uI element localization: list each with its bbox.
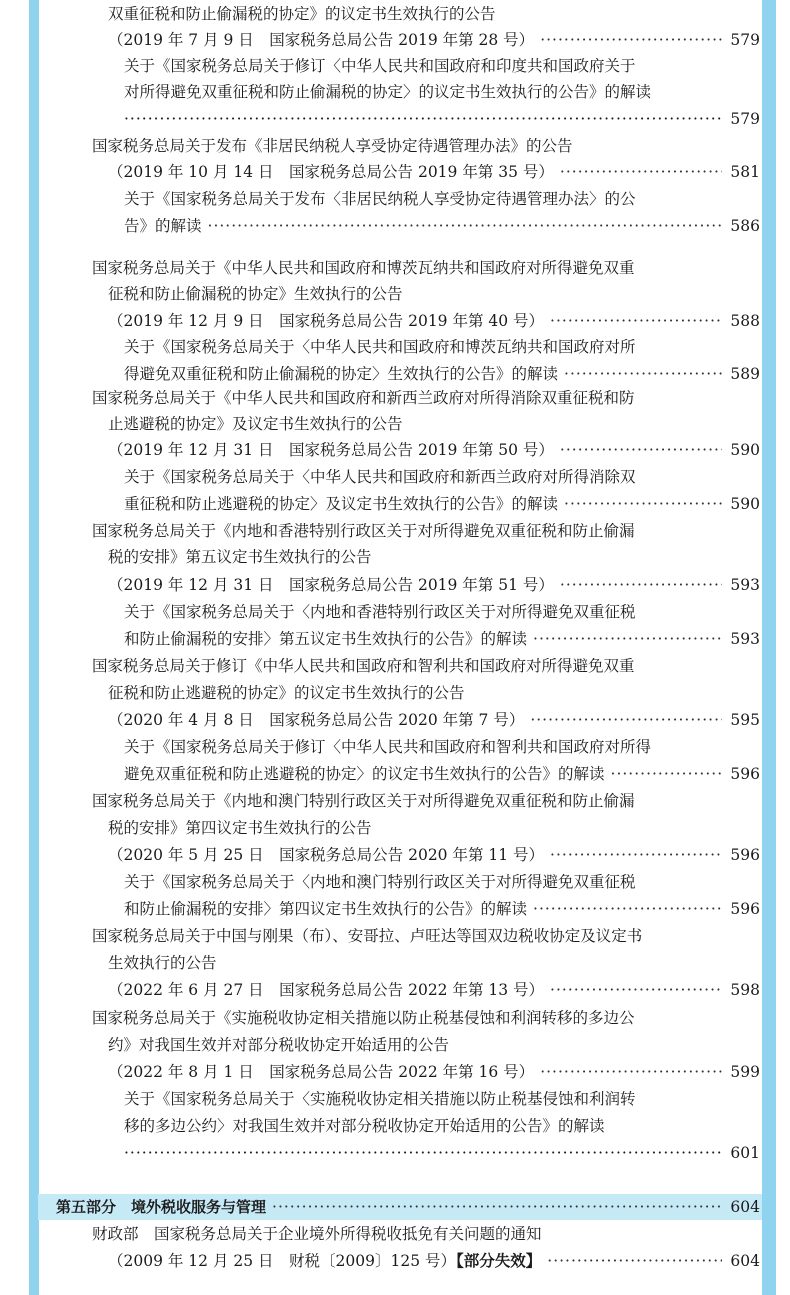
toc-line: 关于《国家税务总局关于〈内地和澳门特别行政区关于对所得避免双重征税: [124, 873, 636, 891]
toc-line: （2019 年 12 月 31 日 国家税务总局公告 2019 年第 51 号） ····· 593: [108, 572, 760, 598]
page-number: 596: [730, 900, 760, 918]
toc-line: 国家税务总局关于修订《中华人民共和国政府和智利共和国政府对所得避免双重: [92, 657, 635, 675]
toc-line: 财政部 国家税务总局关于企业境外所得税收抵免有关问题的通知: [92, 1225, 542, 1243]
dot-leader: [540, 1059, 722, 1085]
toc-line: （2019 年 12 月 31 日 国家税务总局公告 2019 年第 50 号） ····· 590: [108, 437, 760, 463]
toc-line: 得避免双重征税和防止偷漏税的协定〉生效执行的公告》的解读 ····· 589: [124, 361, 760, 387]
toc-line: 双重征税和防止偷漏税的协定》的议定书生效执行的公告: [108, 5, 496, 23]
page-number: 579: [730, 110, 760, 128]
dot-leader: [564, 361, 722, 387]
toc-line: [124, 106, 760, 132]
toc-line: 国家税务总局关于《内地和澳门特别行政区关于对所得避免双重征税和防止偷漏: [92, 792, 635, 810]
toc-line: 征税和防止偷漏税的协定》生效执行的公告: [108, 285, 403, 303]
dot-leader: [560, 572, 722, 598]
toc-line: （2009 年 12 月 25 日 财税〔2009〕125 号）【部分失效】 ····· 604: [108, 1248, 760, 1274]
page-number: 596: [730, 846, 760, 864]
page-number: 581: [730, 163, 760, 181]
dot-leader: [550, 977, 722, 1003]
page-number: 593: [730, 576, 760, 594]
toc-line: 移的多边公约〉对我国生效并对部分税收协定开始适用的公告》的解读: [124, 1117, 605, 1135]
dot-leader: [540, 27, 722, 53]
toc-line: 征税和防止逃避税的协定》的议定书生效执行的公告: [108, 684, 465, 702]
dot-leader: [208, 213, 722, 239]
dot-leader: [530, 707, 722, 733]
dot-leader: [533, 626, 722, 652]
page-number: 598: [730, 981, 760, 999]
page-number: 579: [730, 31, 760, 49]
toc-line: 国家税务总局关于《中华人民共和国政府和博茨瓦纳共和国政府对所得避免双重: [92, 259, 635, 277]
page-number: 590: [730, 495, 760, 513]
toc-line: 重征税和防止逃避税的协定〉及议定书生效执行的公告》的解读 ····· 590: [124, 491, 760, 517]
toc-line: 止逃避税的协定》及议定书生效执行的公告: [108, 415, 403, 433]
dot-leader: [550, 842, 722, 868]
section-heading: 第五部分 境外税收服务与管理 ····· 604: [56, 1194, 760, 1220]
toc-line: 告》的解读 ····· 586: [124, 213, 760, 239]
toc-line: 约》对我国生效并对部分税收协定开始适用的公告: [108, 1036, 450, 1054]
page-number: 588: [730, 312, 760, 330]
dot-leader: [533, 896, 722, 922]
toc-line: 关于《国家税务总局关于〈中华人民共和国政府和新西兰政府对所得消除双: [124, 468, 636, 486]
page-number: 589: [730, 365, 760, 383]
toc-line: [124, 1140, 760, 1166]
dot-leader: [560, 437, 722, 463]
page-number: 596: [730, 765, 760, 783]
page-number: 595: [730, 711, 760, 729]
dot-leader: [560, 159, 722, 185]
toc-line: （2019 年 12 月 9 日 国家税务总局公告 2019 年第 40 号） ····· 588: [108, 308, 760, 334]
toc-line: 国家税务总局关于《中华人民共和国政府和新西兰政府对所得消除双重征税和防: [92, 389, 635, 407]
dot-leader: [272, 1194, 722, 1220]
toc-line: 和防止偷漏税的安排〉第五议定书生效执行的公告》的解读 ····· 593: [124, 626, 760, 652]
toc-line: 避免双重征税和防止逃避税的协定〉的议定书生效执行的公告》的解读 ····· 596: [124, 761, 760, 787]
toc-line: 关于《国家税务总局关于修订〈中华人民共和国政府和智利共和国政府对所得: [124, 738, 652, 756]
page-number: 590: [730, 441, 760, 459]
dot-leader: [547, 1248, 722, 1274]
toc-line: （2022 年 6 月 27 日 国家税务总局公告 2022 年第 13 号） ····· 598: [108, 977, 760, 1003]
toc-line: 关于《国家税务总局关于发布〈非居民纳税人享受协定待遇管理办法〉的公: [124, 190, 636, 208]
toc-line: 税的安排》第五议定书生效执行的公告: [108, 548, 372, 566]
toc-line: 关于《国家税务总局关于〈实施税收协定相关措施以防止税基侵蚀和利润转: [124, 1090, 636, 1108]
page-number: 586: [730, 217, 760, 235]
toc-line: （2022 年 8 月 1 日 国家税务总局公告 2022 年第 16 号） ····· 599: [108, 1059, 760, 1085]
page-number: 604: [730, 1198, 760, 1216]
page-number: 604: [730, 1252, 760, 1270]
page-number: 601: [730, 1144, 760, 1162]
dot-leader: [124, 106, 722, 132]
toc-line: （2019 年 10 月 14 日 国家税务总局公告 2019 年第 35 号） ····· 581: [108, 159, 760, 185]
dot-leader: [124, 1140, 722, 1166]
status-note: 【部分失效】: [456, 1251, 542, 1270]
toc-line: 关于《国家税务总局关于〈中华人民共和国政府和博茨瓦纳共和国政府对所: [124, 338, 636, 356]
toc-line: 关于《国家税务总局关于修订〈中华人民共和国政府和印度共和国政府关于: [124, 57, 636, 75]
toc-line: 和防止偷漏税的安排〉第四议定书生效执行的公告》的解读 ····· 596: [124, 896, 760, 922]
toc-line: 国家税务总局关于发布《非居民纳税人享受协定待遇管理办法》的公告: [92, 137, 573, 155]
toc-line: （2020 年 5 月 25 日 国家税务总局公告 2020 年第 11 号） ····· 596: [108, 842, 760, 868]
toc-line: （2020 年 4 月 8 日 国家税务总局公告 2020 年第 7 号） ····· 595: [108, 707, 760, 733]
dot-leader: [550, 308, 722, 334]
toc-line: 对所得避免双重征税和防止偷漏税的协定〉的议定书生效执行的公告》的解读: [124, 83, 652, 101]
dot-leader: [564, 491, 722, 517]
toc-line: 国家税务总局关于《实施税收协定相关措施以防止税基侵蚀和利润转移的多边公: [92, 1009, 635, 1027]
toc-line: 关于《国家税务总局关于〈内地和香港特别行政区关于对所得避免双重征税: [124, 603, 636, 621]
dot-leader: [611, 761, 722, 787]
toc-line: 税的安排》第四议定书生效执行的公告: [108, 819, 372, 837]
toc-line: 国家税务总局关于《内地和香港特别行政区关于对所得避免双重征税和防止偷漏: [92, 522, 635, 540]
page-number: 593: [730, 630, 760, 648]
toc-line: （2019 年 7 月 9 日 国家税务总局公告 2019 年第 28 号） ····· 579: [108, 27, 760, 53]
page-number: 599: [730, 1063, 760, 1081]
toc-line: 国家税务总局关于中国与刚果（布）、安哥拉、卢旺达等国双边税收协定及议定书: [92, 927, 643, 945]
toc-line: 生效执行的公告: [108, 954, 217, 972]
